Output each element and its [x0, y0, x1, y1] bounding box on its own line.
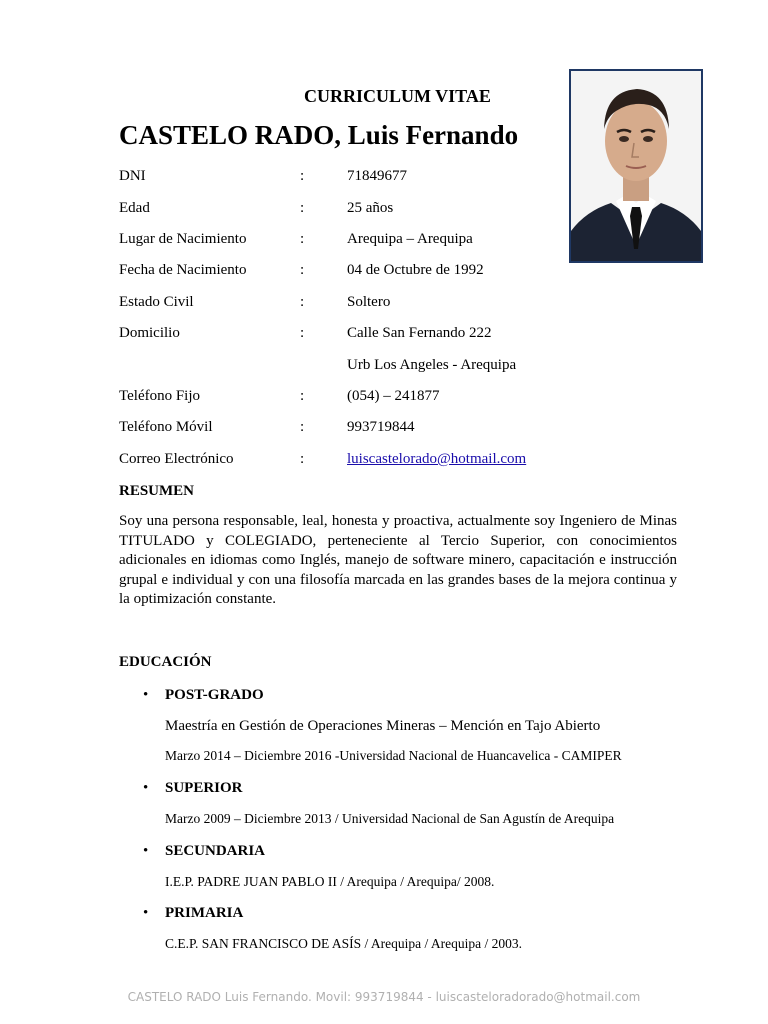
field-value-marital-status: Soltero — [347, 294, 391, 310]
field-label-birthplace: Lugar de Nacimiento — [119, 231, 247, 247]
field-value-address: Calle San Fernando 222 — [347, 325, 492, 341]
edu-detail: C.E.P. SAN FRANCISCO DE ASÍS / Arequipa / Arequipa / 2003. — [165, 936, 523, 951]
field-value-birthdate: 04 de Octubre de 1992 — [347, 262, 484, 278]
edu-level-primaria: PRIMARIA — [165, 905, 244, 921]
edu-level-postgrado: POST-GRADO — [165, 687, 264, 703]
field-separator: : — [300, 325, 305, 341]
portrait-illustration — [571, 71, 701, 261]
field-value-address-line2: Urb Los Angeles - Arequipa — [347, 357, 517, 373]
field-label-mobile: Teléfono Móvil — [119, 419, 213, 435]
edu-detail: Marzo 2009 – Diciembre 2013 / Universidad Nacional de San Agustín de Arequipa — [165, 811, 615, 826]
bullet: • — [143, 687, 149, 703]
edu-detail: I.E.P. PADRE JUAN PABLO II / Arequipa / Arequipa/ 2008. — [165, 874, 495, 889]
edu-detail: Marzo 2014 – Diciembre 2016 -Universidad Nacional de Huancavelica - CAMIPER — [165, 748, 622, 763]
field-value-mobile: 993719844 — [347, 419, 415, 435]
field-label-age: Edad — [119, 200, 150, 216]
email-link[interactable]: luiscastelorado@hotmail.com — [347, 451, 527, 467]
bullet: • — [143, 780, 149, 796]
field-label-birthdate: Fecha de Nacimiento — [119, 262, 247, 278]
field-separator: : — [300, 231, 305, 247]
field-label-dni: DNI — [119, 168, 146, 184]
field-separator: : — [300, 388, 305, 404]
bullet: • — [143, 843, 149, 859]
candidate-name: CASTELO RADO, Luis Fernando — [119, 120, 519, 150]
bullet: • — [143, 905, 149, 921]
field-separator: : — [300, 200, 305, 216]
field-value-age: 25 años — [347, 200, 394, 216]
summary-title: RESUMEN — [119, 483, 195, 499]
education-title: EDUCACIÓN — [119, 654, 212, 670]
edu-detail: Maestría en Gestión de Operaciones Mineras – Mención en Tajo Abierto — [165, 718, 601, 734]
field-separator: : — [300, 419, 305, 435]
field-label-email: Correo Electrónico — [119, 451, 234, 467]
field-value-dni: 71849677 — [347, 168, 407, 184]
document-heading: CURRICULUM VITAE — [304, 86, 491, 106]
field-separator: : — [300, 168, 305, 184]
profile-photo — [569, 69, 703, 263]
field-separator: : — [300, 294, 305, 310]
field-label-marital-status: Estado Civil — [119, 294, 194, 310]
edu-level-secundaria: SECUNDARIA — [165, 843, 266, 859]
field-label-landline: Teléfono Fijo — [119, 388, 201, 404]
edu-level-superior: SUPERIOR — [165, 780, 243, 796]
summary-text: Soy una persona responsable, leal, honesta y proactiva, actualmente soy Ingeniero de Minas TITULADO y COLEGIADO, perteneciente al Tercio Superior, con conocimientos adicionales en idiomas como Inglés, manejo de software minero, capacitación e instrucción grupal e individual y con una filosofía marcada en las grandes bases de la mejora continua y la optimización constante. — [119, 513, 677, 608]
field-separator: : — [300, 262, 305, 278]
field-separator: : — [300, 451, 305, 467]
page-footer: CASTELO RADO Luis Fernando. Movil: 993719844 - luiscasteloradorado@hotmail.com — [127, 990, 641, 1004]
field-value-birthplace: Arequipa – Arequipa — [347, 231, 473, 247]
field-value-landline: (054) – 241877 — [347, 388, 440, 404]
field-label-address: Domicilio — [119, 325, 180, 341]
